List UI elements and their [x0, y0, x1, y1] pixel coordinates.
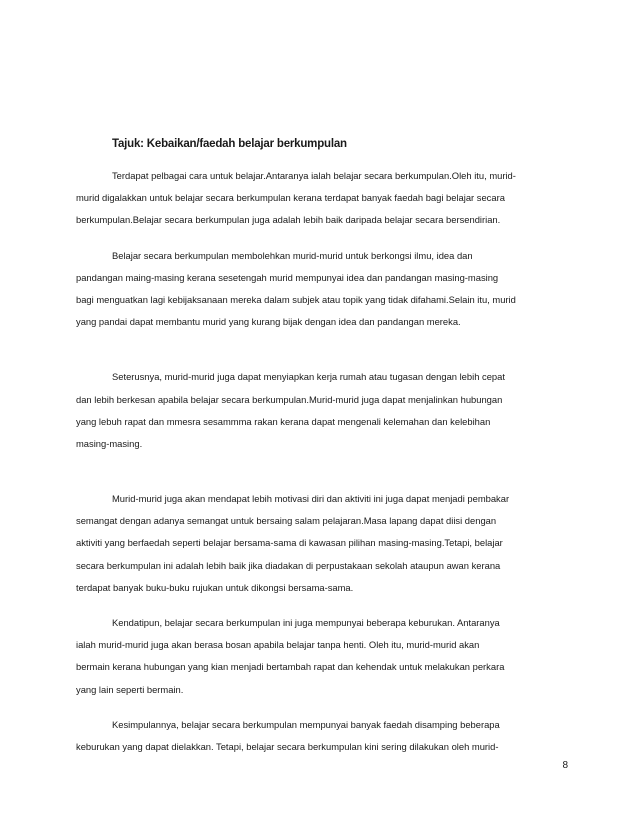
paragraph-spacer: [76, 701, 568, 714]
paragraph-line: Kendatipun, belajar secara berkumpulan ini juga mempunyai beberapa keburukan. Antaranya: [112, 617, 500, 628]
paragraph-3: [76, 366, 568, 455]
paragraph-1: [76, 165, 568, 232]
paragraph-line: pandangan maing-masing kerana sesetengah murid mempunyai idea dan pandangan masing-masing: [76, 271, 499, 283]
paragraph-line: ialah murid-murid juga akan berasa bosan apabila belajar tanpa henti. Oleh itu, murid-murid akan: [76, 639, 480, 651]
paragraph-line: berkumpulan.Belajar secara berkumpulan juga adalah lebih baik daripada belajar secara bersendirian.: [76, 214, 501, 226]
paragraph-line: secara berkumpulan ini adalah lebih baik jika diadakan di perpustakaan sekolah ataupun awan kerana: [76, 559, 501, 571]
paragraph-spacer: [76, 333, 568, 366]
paragraph-line: yang lebuh rapat dan mmesra sesammma rakan kerana dapat mengenali kelemahan dan kelebihan: [76, 415, 491, 427]
paragraph-line: yang lain seperti bermain.: [76, 683, 184, 695]
paragraph-2: [76, 245, 568, 334]
paragraph-line: aktiviti yang berfaedah seperti belajar bersama-sama di kawasan pilihan masing-masing.Tetapi, belajar: [76, 537, 503, 549]
paragraph-line: dan lebih berkesan apabila belajar secara berkumpulan.Murid-murid juga dapat menjalinkan hubungan: [76, 393, 503, 405]
paragraph-line: terdapat banyak buku-buku rujukan untuk dikongsi bersama-sama.: [76, 581, 354, 593]
document-title: Tajuk: Kebaikan/faedah belajar berkumpulan: [112, 138, 347, 150]
paragraph-line: bagi menguatkan lagi kebijaksanaan mereka dalam subjek atau topik yang tidak difahami.Selain itu, murid: [76, 293, 516, 305]
document-body: [76, 165, 568, 758]
paragraph-line: Seterusnya, murid-murid juga dapat menyiapkan kerja rumah atau tugasan dengan lebih cepat: [112, 371, 505, 383]
page-number: 8: [562, 760, 568, 771]
paragraph-line: yang pandai dapat membantu murid yang kurang bijak dengan idea dan pandangan mereka.: [76, 316, 461, 328]
paragraph-line: Belajar secara berkumpulan membolehkan murid-murid untuk berkongsi ilmu, idea dan: [112, 249, 473, 261]
paragraph-line: Murid-murid juga akan mendapat lebih motivasi diri dan aktiviti ini juga dapat menjadi pembakar: [112, 493, 510, 505]
paragraph-6: [76, 714, 568, 758]
paragraph-spacer: [76, 455, 568, 488]
paragraph-line: Kesimpulannya, belajar secara berkumpulan mempunyai banyak faedah disamping beberapa: [112, 718, 500, 730]
paragraph-line: bermain kerana hubungan yang kian menjadi bertambah rapat dan kehendak untuk melakukan perkara: [76, 661, 505, 673]
paragraph-4: [76, 488, 568, 599]
paragraph-line: semangat dengan adanya semangat untuk bersaing salam pelajaran.Masa lapang dapat diisi dengan: [76, 515, 497, 527]
paragraph-spacer: [76, 232, 568, 245]
paragraph-5: [76, 612, 568, 701]
paragraph-line: keburukan yang dapat dielakkan. Tetapi, belajar secara berkumpulan kini sering dilakukan oleh murid-: [76, 740, 499, 752]
paragraph-spacer: [76, 599, 568, 612]
paragraph-line: masing-masing.: [76, 437, 143, 449]
paragraph-line: Terdapat pelbagai cara untuk belajar.Antaranya ialah belajar secara berkumpulan.Oleh itu, murid-: [112, 170, 516, 181]
paragraph-line: murid digalakkan untuk belajar secara berkumpulan kerana terdapat banyak faedah bagi belajar secara: [76, 192, 505, 204]
